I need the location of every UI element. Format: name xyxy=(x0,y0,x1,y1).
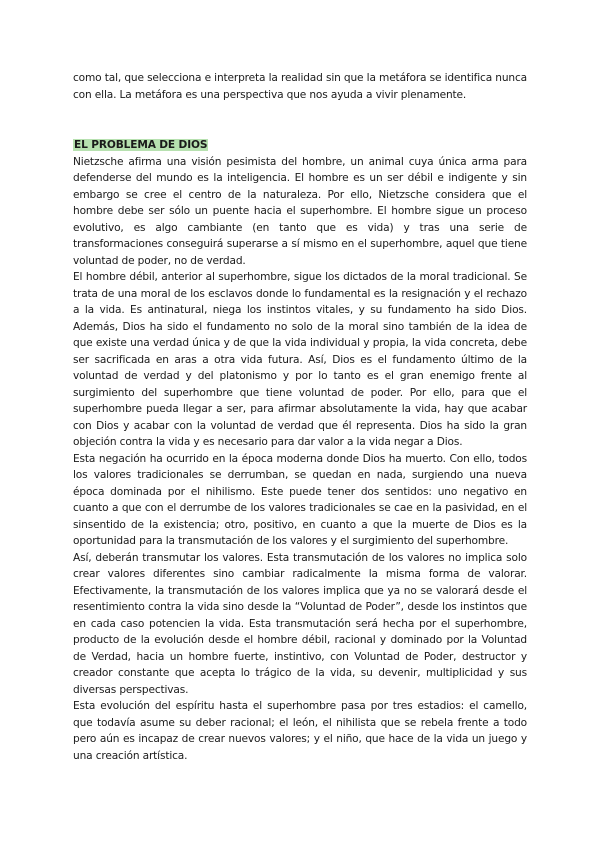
body-paragraph-3: Esta negación ha ocurrido en la época moderna donde Dios ha muerto. Con ello, todos los valores tradicionales se derrumban, se quedan en nada, surgiendo una nueva época dominada por el nihilismo. Este puede tener dos sentidos: uno negativo en cuanto a que con el derrumbe de los valores tradicionales se cae en la pasividad, en el sinsentido de la existencia; otro, positivo, en cuanto a que la muerte de Dios es la oportunidad para la transmutación de los valores y el surgimiento del superhombre. xyxy=(73,452,527,547)
section-heading-text: EL PROBLEMA DE DIOS xyxy=(74,139,208,151)
body-paragraph-2: El hombre débil, anterior al superhombre, sigue los dictados de la moral tradicional. Se trata de una moral de los esclavos donde lo fundamental es la resignación y el rechazo a la vida. Es antinatural, niega los instintos vitales, y su fundamento ha sido Dios. Además, Dios ha sido el fundamento no solo de la moral sino también de la idea de que existe una verdad única y de que la vida individual y propia, la vida concreta, debe ser sacrificada en aras a otra vida futura. Así, Dios es el fundamento último de la voluntad de verdad y del platonismo y por lo tanto es el gran enemigo frente al surgimiento del superhombre que tiene voluntad de poder. Por ello, para que el superhombre pueda llegar a ser, para afirmar absolutamente la vida, hay que acabar con Dios y acabar con la voluntad de verdad que él representa. Dios ha sido la gran objeción contra la vida y es necesario para dar valor a la vida negar a Dios. xyxy=(73,271,527,448)
document-page xyxy=(73,70,527,764)
body-paragraph-1: Nietzsche afirma una visión pesimista del hombre, un animal cuya única arma para defenderse del mundo es la inteligencia. El hombre es un ser débil e indigente y sin embargo se cree el centro de la naturaleza. Por ello, Nietzsche considera que el hombre debe ser sólo un puente hacia el superhombre. El hombre sigue un proceso evolutivo, es algo cambiante (en tanto que es vida) y tras una serie de transformaciones conseguirá superarse a sí mismo en el superhombre, aquel que tiene voluntad de poder, no de verdad. xyxy=(73,155,527,267)
intro-paragraph: como tal, que selecciona e interpreta la realidad sin que la metáfora se identifica nunca con ella. La metáfora es una perspectiva que nos ayuda a vivir plenamente. xyxy=(73,72,527,101)
section-heading xyxy=(73,137,527,154)
body-paragraph-5: Esta evolución del espíritu hasta el superhombre pasa por tres estadios: el camello, que todavía asume su deber racional; el león, el nihilista que se rebela frente a todo pero aún es incapaz de crear nuevos valores; y el niño, que hace de la vida un juego y una creación artística. xyxy=(73,700,527,762)
body-paragraph-4: Así, deberán transmutar los valores. Esta transmutación de los valores no implica solo crear valores diferentes sino cambiar radicalmente la misma forma de valorar. Efectivamente, la transmutación de los valores implica que ya no se valorará desde el resentimiento contra la vida sino desde la “Voluntad de Poder”, desde los instintos que en cada caso potencien la vida. Esta transmutación será hecha por el superhombre, producto de la evolución desde el hombre débil, racional y dominado por la Voluntad de Verdad, hacia un hombre fuerte, instintivo, con Voluntad de Poder, destructor y creador constante que acepta lo trágico de la vida, su devenir, multiplicidad y sus diversas perspectivas. xyxy=(73,551,527,696)
